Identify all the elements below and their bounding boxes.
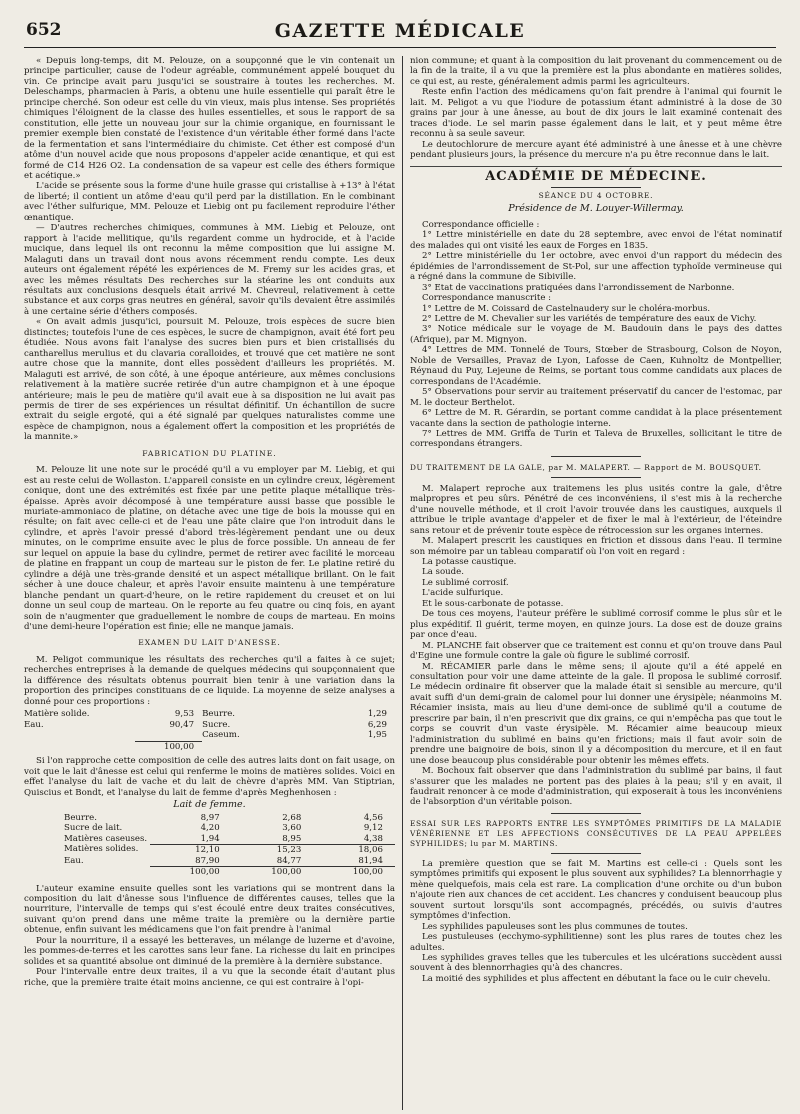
table-cell: 8,97 — [200, 812, 220, 823]
list-item: 3° Etat de vaccinations pratiquées dans l'arrondissement de Narbonne. — [422, 282, 735, 293]
table-cell: 3,60 — [282, 823, 302, 833]
table-cell: 4,20 — [200, 823, 220, 833]
right-column — [403, 56, 782, 1110]
divider — [551, 477, 641, 478]
milk-comparison-table — [24, 800, 395, 878]
table-cell: 9,12 — [363, 823, 383, 833]
table-cell: Beurre. — [64, 812, 97, 823]
text-columns — [24, 56, 782, 1110]
analysis-cell: 9,53 — [174, 709, 195, 720]
list-item: 1° Lettre de M. Coissard de Castelnaudery sur le choléra-morbus. — [422, 303, 711, 314]
table-cell: 1,94 — [200, 833, 220, 844]
table-cell: 4,56 — [363, 812, 383, 823]
analysis-cell: Sucre. — [202, 719, 231, 730]
section-title-platine: FABRICATION DU PLATINE. — [142, 448, 277, 458]
analysis-cell: Caseum. — [202, 730, 240, 741]
paragraph: Pour la nourriture, il a essayé les betteraves, un mélange de luzerne et d'avoine, les pommes-de-terres et les carottes sans leur fane. La richesse du lait en principes solides et sa quantité absolue ont diminué de la première à la dernière substance. — [24, 935, 395, 967]
paragraph: Le deutochlorure de mercure ayant été administré à une ânesse et à une chèvre pendant plusieurs jours, la présence du mercure n'a pu être reconnue dans le lait. — [410, 139, 782, 161]
list-item: L'acide sulfurique. — [422, 588, 504, 599]
analysis-cell: 1,29 — [367, 709, 387, 720]
section-title-essai: ESSAI SUR LES RAPPORTS ENTRE LES SYMPTÔMES PRIMITIFS DE LA MALADIE VÉNÉRIENNE ET LES AFFECTIONS CONSÉCUTIVES DE LA PEAU APPELÉES SYPHILIDES; lu par M. MARTINS. — [410, 818, 782, 848]
paragraph: Reste enfin l'action des médicamens qu'on fait prendre à l'animal qui fournit le lait. M. Peligot a vu que l'iodure de potassium étant administré à la dose de 30 grains par jour à une ânesse, au bout de dix jours le lait examiné contenait des traces d'iode. Le sel marin passe également dans le lait, et y peut même être reconnu à sa seule saveur. — [410, 87, 782, 140]
paragraph: M. Peligot communique les résultats des recherches qu'il a faites à ce sujet; recherches entreprises à la demande de quelques médecins qui soupçonnaient que la différence des résultats obtenus pourrait bien tenir à une variation dans la proportion des principes constituans de ce liquide. La moyenne de seize analyses a donné pour ces proportions : — [24, 654, 395, 707]
divider — [410, 166, 782, 167]
list-item: 3° Notice médicale sur le voyage de M. Baudouin dans le pays des dattes (Afrique), par M. Mignyon. — [410, 324, 782, 345]
seance-date: SÉANCE DU 4 OCTOBRE. — [538, 190, 654, 200]
table-cell: 100,00 — [313, 866, 395, 878]
list-item: 7° Lettres de MM. Griffa de Turin et Taleva de Bruxelles, sollicitant le titre de correspondans étrangers. — [410, 428, 782, 450]
table-cell: Matières solides. — [64, 844, 139, 854]
paragraph: Les syphilides papuleuses sont les plus communes de toutes. — [422, 921, 688, 932]
table-cell: 12,10 — [150, 844, 232, 856]
list-item: 2° Lettre de M. Chevalier sur les variétés de température des eaux de Vichy. — [422, 313, 757, 324]
divider — [551, 187, 641, 188]
analysis-total: 100,00 — [135, 741, 202, 753]
milk-analysis-table — [24, 709, 395, 752]
list-item: Le sublimé corrosif. — [422, 577, 509, 588]
analysis-cell — [336, 741, 395, 753]
paragraph: Pour l'intervalle entre deux traites, il a vu que la seconde était d'autant plus riche, que la première traite était moins ancienne, ce qui est contraire à l'opi- — [24, 967, 395, 988]
paragraph: L'auteur examine ensuite quelles sont les variations qui se montrent dans la composition du lait d'ânesse sous l'influence de différentes causes, telles que la nourriture, l'intervalle de temps qui s'est écoulé entre deux traites consécutives, suivant qu'on prend dans une même traite la première ou la dernière partie obtenue, enfin suivant les médicamens que l'on fait prendre à l'animal — [24, 883, 395, 936]
analysis-cell: 6,29 — [367, 719, 387, 730]
academie-title: ACADÉMIE DE MÉDECINE. — [485, 168, 707, 184]
divider — [551, 456, 641, 457]
table-cell: 4,38 — [363, 833, 383, 844]
analysis-cell: Matière solide. — [24, 709, 90, 720]
analysis-cell: 90,47 — [169, 719, 195, 730]
table-cell: 8,95 — [282, 833, 302, 844]
list-item: 5° Observations pour servir au traitement préservatif du cancer de l'estomac, par M. le docteur Berthelot. — [410, 387, 782, 408]
paragraph: nion commune; et quant à la composition du lait provenant du commencement ou de la fin de la traite, il a vu que la première est la plus abondante en matières solides, ce qui est, au reste, généralement admis parmi les agriculteurs. — [410, 56, 782, 87]
analysis-cell — [24, 741, 135, 753]
divider — [551, 813, 641, 814]
table-cell: 100,00 — [232, 866, 314, 878]
paragraph: La moitié des syphilides et plus affectent en débutant la face ou le cuir chevelu. — [422, 973, 771, 984]
analysis-cell: Beurre. — [202, 709, 236, 720]
list-item: La potasse caustique. — [422, 557, 517, 568]
paragraph: M. RÉCAMIER parle dans le même sens; il ajoute qu'il a été appelé en consultation pour voir une dame atteinte de la gale. Il proposa le sublimé corrosif. Le médecin ordinaire fit observer que la malade était si sensible au mercure, qu'il avait suffi d'un demi-grain de calomel pour lui donner une érysipèle; néanmoins M. Récamier insista, mais au lieu d'une demi-once de sublimé qu'il a coutume de prescrire par bain, il n'en prescrivit que dix grains, ce qui n'empêcha pas que tout le corps se couvrit d'un vaste érysipèle. M. Récamier aime beaucoup mieux l'administration du sublimé en bains qu'en frictions; mais il faut avoir soin de prendre une baignoire de bois, sinon il y a décomposition du mercure, et il en faut une dose beaucoup plus considérable pour obtenir les mêmes effets. — [410, 661, 782, 766]
table-cell: 87,90 — [195, 855, 220, 866]
paragraph: L'acide se présente sous la forme d'une huile grasse qui cristallise à +13° à l'état de liberté; il contient un atôme d'eau qu'il perd par la distillation. En le combinant avec l'éther sulfurique, MM. Pelouze et Liebig ont pu facilement reproduire l'éther œnantique. — [24, 181, 395, 223]
analysis-cell — [24, 730, 135, 741]
paragraph: « Depuis long-temps, dit M. Pelouze, on a soupçonné que le vin contenait un principe particulier, cause de l'odeur agréable, communément appelé bouquet du vin. Ce principe avait paru jusqu'ici se soustraire à toutes les recherches. M. Deleschamps, pharmacien à Paris, a obtenu une huile essentielle qui paraît être le principe cherché. Son odeur est celle du vin vieux, mais plus intense. Ses propriétés chimiques l'éloignent de la classe des huiles essentielles, et sous le rapport de sa constitution, elle jette un nouveau jour sur la chimie organique, en fournissant le premier exemple bien constaté de l'existence d'un véritable éther formé dans l'acte de la fermentation et sans l'intermédiaire du chimiste. Cet éther est composé d'un atôme d'un nouvel acide que nous proposons d'appeler acide œnantique, et qui est formé de C14 H26 O2. La condensation de sa vapeur est celle des éthers formique et acétique.» — [24, 56, 395, 181]
paragraph: Correspondance officielle : — [422, 219, 540, 230]
list-item: 2° Lettre ministérielle du 1er octobre, avec envoi d'un rapport du médecin des épidémies de l'arrondissement de St-Pol, sur une affection typhoïde vermineuse qui a régné dans la commune de Sibiville. — [410, 251, 782, 283]
page-number: 652 — [26, 20, 62, 40]
divider — [551, 853, 641, 854]
table-cell: 81,94 — [358, 855, 383, 866]
table-cell: Eau. — [64, 855, 84, 866]
paragraph: De tous ces moyens, l'auteur préfère le sublimé corrosif comme le plus sûr et le plus expéditif. Il guérit, terme moyen, en quinze jours. La dose est de douze grains par once d'eau. — [410, 609, 782, 641]
table-caption: Lait de femme. — [173, 799, 246, 810]
presidence: Présidence de M. Louyer-Willermay. — [508, 203, 684, 215]
page-header — [24, 18, 776, 48]
analysis-cell — [135, 730, 202, 741]
list-item: La soude. — [422, 567, 464, 578]
paragraph: M. Malapert prescrit les caustiques en friction et dissous dans l'eau. Il termine son mémoire par un tableau comparatif où l'on voit en regard : — [410, 536, 782, 557]
list-item: 6° Lettre de M. R. Gérardin, se portant comme candidat à la place présentement vacante dans la section de pathologie interne. — [410, 408, 782, 429]
section-title-lait: EXAMEN DU LAIT D'ANESSE. — [138, 638, 281, 648]
left-column — [24, 56, 403, 1110]
list-item: 1° Lettre ministérielle en date du 28 septembre, avec envoi de l'état nominatif des malades qui ont visité les eaux de Forges en 1835. — [410, 230, 782, 251]
paragraph: — D'autres recherches chimiques, communes à MM. Liebig et Pelouze, ont rapport à l'acide mellitique, qu'ils regardent comme un hydrocide, et à l'acide mucique, dans lequel ils ont reconnu la même composition que lui assigne M. Malaguti dans un travail dont nous avons récemment rendu compte. Les deux auteurs ont également répété les expériences de M. Fremy sur les acides gras, et avec les mêmes résultats Des recherches sur la stéarine les ont conduits aux résultats aux conclusions desquels était arrivé M. Chevreul, relativement à cette substance et aux corps gras neutres en général, savoir qu'ils devaient être assimilés à une certaine série d'éthers composés. — [24, 223, 395, 317]
paragraph: M. Pelouze lit une note sur le procédé qu'il a vu employer par M. Liebig, et qui est au reste celui de Wollaston. L'appareil consiste en un cylindre creux, légèrement conique, dont une des extrémités est fixée par une petite plaque métallique très-épaisse. Après avoir décomposé à une température aussi basse que possible le muriate-ammoniaco de platine, on détache avec une tige de bois la mousse qui en résulte; on fait avec celle-ci et de l'eau une pâte claire que l'on introduit dans le cylindre, et après l'avoir pressé d'abord très-légèrement pendant une ou deux minutes, on le comprime ensuite avec le plus de force possible. Un anneau de fer sur lequel on appuie la base du cylindre, permet de retirer avec facilité le morceau de platine en frappant un coup de marteau sur le piston de fer. Le platine retiré du cylindre a déjà une très-grande densité et un aspect métallique brillant. On le fait sécher à une douce chaleur, et après l'avoir ensuite maintenu à une température blanche pendant un quart-d'heure, on le retire rapidement du creuset et on lui donne un seul coup de marteau. On le reporte au feu quatre ou cinq fois, en ayant soin de n'augmenter que graduellement le nombre de coups de marteau. En moins d'une demi-heure l'opération est finie; elle ne manque jamais. — [24, 465, 395, 633]
table-cell: 84,77 — [276, 855, 302, 866]
paragraph: Si l'on rapproche cette composition de celle des autres laits dont on fait usage, on voit que le lait d'ânesse est celui qui renferme le moins de matières solides. Voici en effet l'analyse du lait de vache et du lait de chèvre d'après MM. Van Stiptrian, Quiscius et Bondt, et l'analyse du lait de femme d'après Meghenhosen : — [24, 756, 395, 798]
table-cell: 15,23 — [232, 844, 314, 856]
paragraph: M. Bochoux fait observer que dans l'administration du sublimé par bains, il faut s'assurer que les malades ne portent pas des plaies à la peau; s'il y en avait, il faudrait renoncer à ce mode d'administration, qui exposerait à tous les inconvéniens de l'absorption d'un véritable poison. — [410, 766, 782, 808]
table-cell: 18,06 — [313, 844, 395, 856]
table-cell: 2,68 — [282, 812, 302, 823]
analysis-cell: Eau. — [24, 719, 44, 730]
paragraph: Correspondance manuscrite : — [422, 293, 552, 304]
paragraph: « On avait admis jusqu'ici, poursuit M. Pelouze, trois espèces de sucre bien distinctes; toutefois l'une de ces espèces, le sucre de champignon, avait été fort peu étudiée. Nous avons fait l'analyse des sucres bien purs et bien cristallisés du cantharellus merulius et du clavaria coralloides, et trouvé que cet matière ne sont autre chose que la mannite, dont elles possèdent d'ailleurs les propriétés. M. Malaguti est arrivé, de son côté, à une époque antérieure, aux mêmes conclusions relativement à la matière sucrée retirée d'un autre champignon et à une époque antérieure; mais le peu de matière qu'il avait eue à sa disposition ne lui avait pas permis de tirer de ses expériences un résultat définitif. Un échantillon de sucre extrait du seigle ergoté, qui a été signalé par quelques naturalistes comme une espèce de champignon, nous a également offert la composition et les propriétés de la mannite.» — [24, 317, 395, 443]
paragraph: Les syphilides graves telles que les tubercules et les ulcérations succèdent aussi souvent à des blennorrhagies qu'à des chancres. — [410, 952, 782, 974]
paragraph: M. PLANCHE fait observer que ce traitement est connu et qu'on trouve dans Paul d'Egine une formule contre la gale où figure le sublimé corrosif. — [410, 640, 782, 662]
table-cell: Matières caseuses. — [64, 833, 148, 844]
table-cell: Sucre de lait. — [64, 823, 123, 833]
analysis-cell — [202, 741, 336, 753]
list-item: 4° Lettres de MM. Tonnelé de Tours, Stœber de Strasbourg, Colson de Noyon, Noble de Versailles, Pravaz de Lyon, Lafosse de Caen, Kuhnoltz de Montpellier, Réynaud du Puy, Lejeune de Reims, se portant tous comme candidats aux places de correspondans de l'Académie. — [410, 345, 782, 387]
table-cell: 100,00 — [150, 866, 232, 878]
list-item: Et le sous-carbonate de potasse. — [422, 598, 564, 609]
journal-title: GAZETTE MÉDICALE — [274, 20, 526, 42]
section-title-gale: DU TRAITEMENT DE LA GALE, par M. MALAPERT. — Rapport de M. BOUSQUET. — [410, 462, 762, 472]
analysis-cell: 1,95 — [367, 730, 387, 741]
paragraph: Les pustuleuses (ecchymo-syphilitienne) sont les plus rares de toutes chez les adultes. — [410, 932, 782, 953]
paragraph: M. Malapert reproche aux traitemens les plus usités contre la gale, d'être malpropres et peu sûrs. Pénétré de ces inconvéniens, il s'est mis à la recherche d'une nouvelle méthode, et il croit l'avoir trouvée dans les caustiques, auxquels il attribue le triple avantage d'appeler et de fixer le mal à l'extérieur, de l'éteindre sans retour et de prévenir toute espèce de rétrocession sur les organes internes. — [410, 483, 782, 536]
paragraph: La première question que se fait M. Martins est celle-ci : Quels sont les symptômes primitifs qui exposent le plus souvent aux syphilides? La blennorrhagie y mène quelquefois, mais cela est rare. La complication d'une orchite ou d'un bubon n'ajoute rien aux chances de cet accident. Les chancres y conduisent beaucoup plus souvent surtout lorsqu'ils sont accompagnés, précédés, ou suivis d'autres symptômes d'infection. — [410, 858, 782, 922]
table-cell — [24, 866, 150, 878]
